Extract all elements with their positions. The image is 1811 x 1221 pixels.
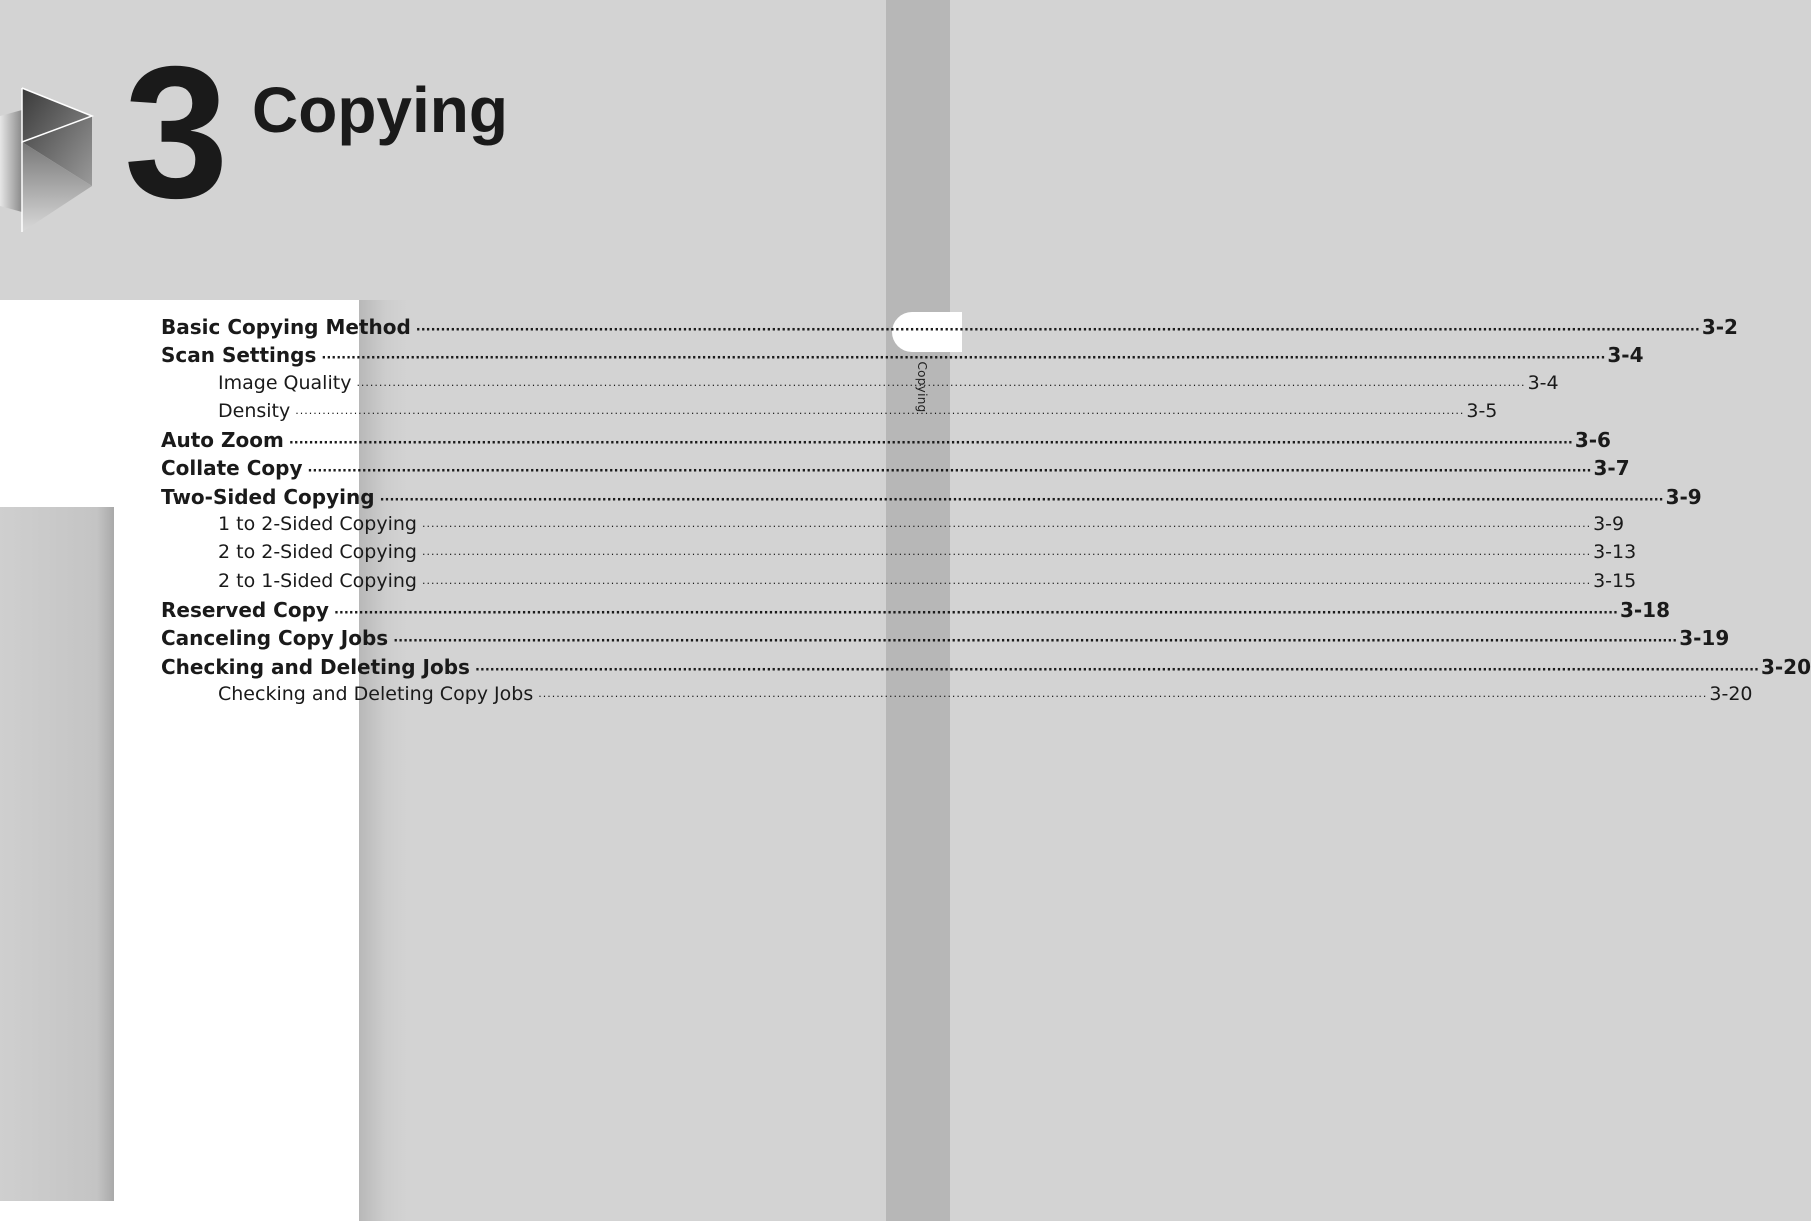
toc-entry[interactable] [161, 654, 1811, 683]
toc-dot-leader: ···································································································································································································································································· [538, 689, 1708, 703]
toc-entry-title: Collate Copy [161, 456, 303, 481]
toc-entry-title: 2 to 1-Sided Copying [218, 569, 417, 592]
toc-entry-page: 3-15 [1593, 569, 1637, 592]
toc-entry[interactable] [161, 315, 1738, 343]
panel-shadow-left [0, 507, 114, 1201]
toc-entry[interactable] [161, 682, 1753, 711]
bottom-left-strip [0, 1201, 114, 1221]
toc-entry[interactable] [161, 456, 1630, 484]
toc-dot-leader: ···································································································································································································································································· [295, 406, 1465, 420]
toc-entry-title: 1 to 2-Sided Copying [218, 513, 417, 536]
prism-icon [0, 88, 96, 234]
toc-entry-page: 3-4 [1607, 343, 1644, 368]
toc-dot-leader: ···································································································································································································································································· [379, 492, 1664, 508]
toc-dot-leader: ···································································································································································································································································· [333, 605, 1618, 621]
toc-entry-page: 3-18 [1619, 597, 1671, 622]
toc-entry-page: 3-5 [1466, 399, 1498, 422]
toc-entry-page: 3-13 [1593, 541, 1637, 564]
toc-dot-leader: ···································································································································································································································································· [307, 464, 1592, 480]
toc-entry-title: Basic Copying Method [161, 315, 411, 339]
toc-entry-page: 3-20 [1709, 682, 1753, 705]
toc-dot-leader: ···································································································································································································································································· [321, 351, 1606, 367]
toc-entry-page: 3-7 [1593, 456, 1630, 481]
toc-entry[interactable] [161, 428, 1611, 456]
chapter-tab-label: Copying [915, 361, 929, 413]
toc-entry[interactable] [161, 597, 1671, 626]
toc-entry-title: Image Quality [218, 371, 352, 394]
toc-dot-leader: ···································································································································································································································································· [474, 662, 1759, 678]
toc-entry-title: Density [218, 399, 291, 422]
toc-entry-title: Reserved Copy [161, 597, 329, 622]
toc-entry-page: 3-20 [1760, 654, 1811, 679]
toc-dot-leader: ···································································································································································································································································· [415, 323, 1700, 338]
toc-entry[interactable] [161, 484, 1702, 513]
toc-dot-leader: ···································································································································································································································································· [421, 520, 1592, 534]
toc-dot-leader: ···································································································································································································································································· [393, 634, 1678, 650]
toc-entry[interactable] [161, 399, 1498, 428]
chapter-title: Copying [252, 74, 508, 146]
toc-entry-title: Scan Settings [161, 343, 317, 368]
toc-dot-leader: ···································································································································································································································································· [421, 548, 1592, 562]
chapter-number: 3 [124, 27, 225, 237]
toc-entry-title: Auto Zoom [161, 428, 284, 453]
toc-entry[interactable] [161, 513, 1625, 541]
toc-entry[interactable] [161, 343, 1644, 371]
toc-entry[interactable] [161, 541, 1637, 569]
toc-entry-page: 3-2 [1701, 315, 1738, 339]
toc-entry-title: 2 to 2-Sided Copying [218, 541, 417, 564]
toc-entry[interactable] [161, 626, 1730, 654]
table-of-contents [161, 315, 1811, 711]
toc-entry-title: Checking and Deleting Jobs [161, 654, 470, 679]
toc-entry[interactable] [161, 569, 1637, 598]
toc-dot-leader: ···································································································································································································································································· [288, 436, 1573, 452]
toc-entry-page: 3-19 [1679, 626, 1730, 651]
toc-entry-page: 3-9 [1665, 484, 1702, 509]
toc-entry-page: 3-6 [1574, 428, 1611, 453]
toc-entry-page: 3-4 [1527, 371, 1559, 394]
toc-entry-title: Checking and Deleting Copy Jobs [218, 682, 534, 705]
toc-entry-page: 3-9 [1593, 513, 1625, 536]
toc-dot-leader: ···································································································································································································································································· [356, 378, 1526, 392]
toc-entry-title: Two-Sided Copying [161, 484, 375, 509]
toc-entry-title: Canceling Copy Jobs [161, 626, 389, 651]
toc-dot-leader: ···································································································································································································································································· [421, 576, 1592, 590]
